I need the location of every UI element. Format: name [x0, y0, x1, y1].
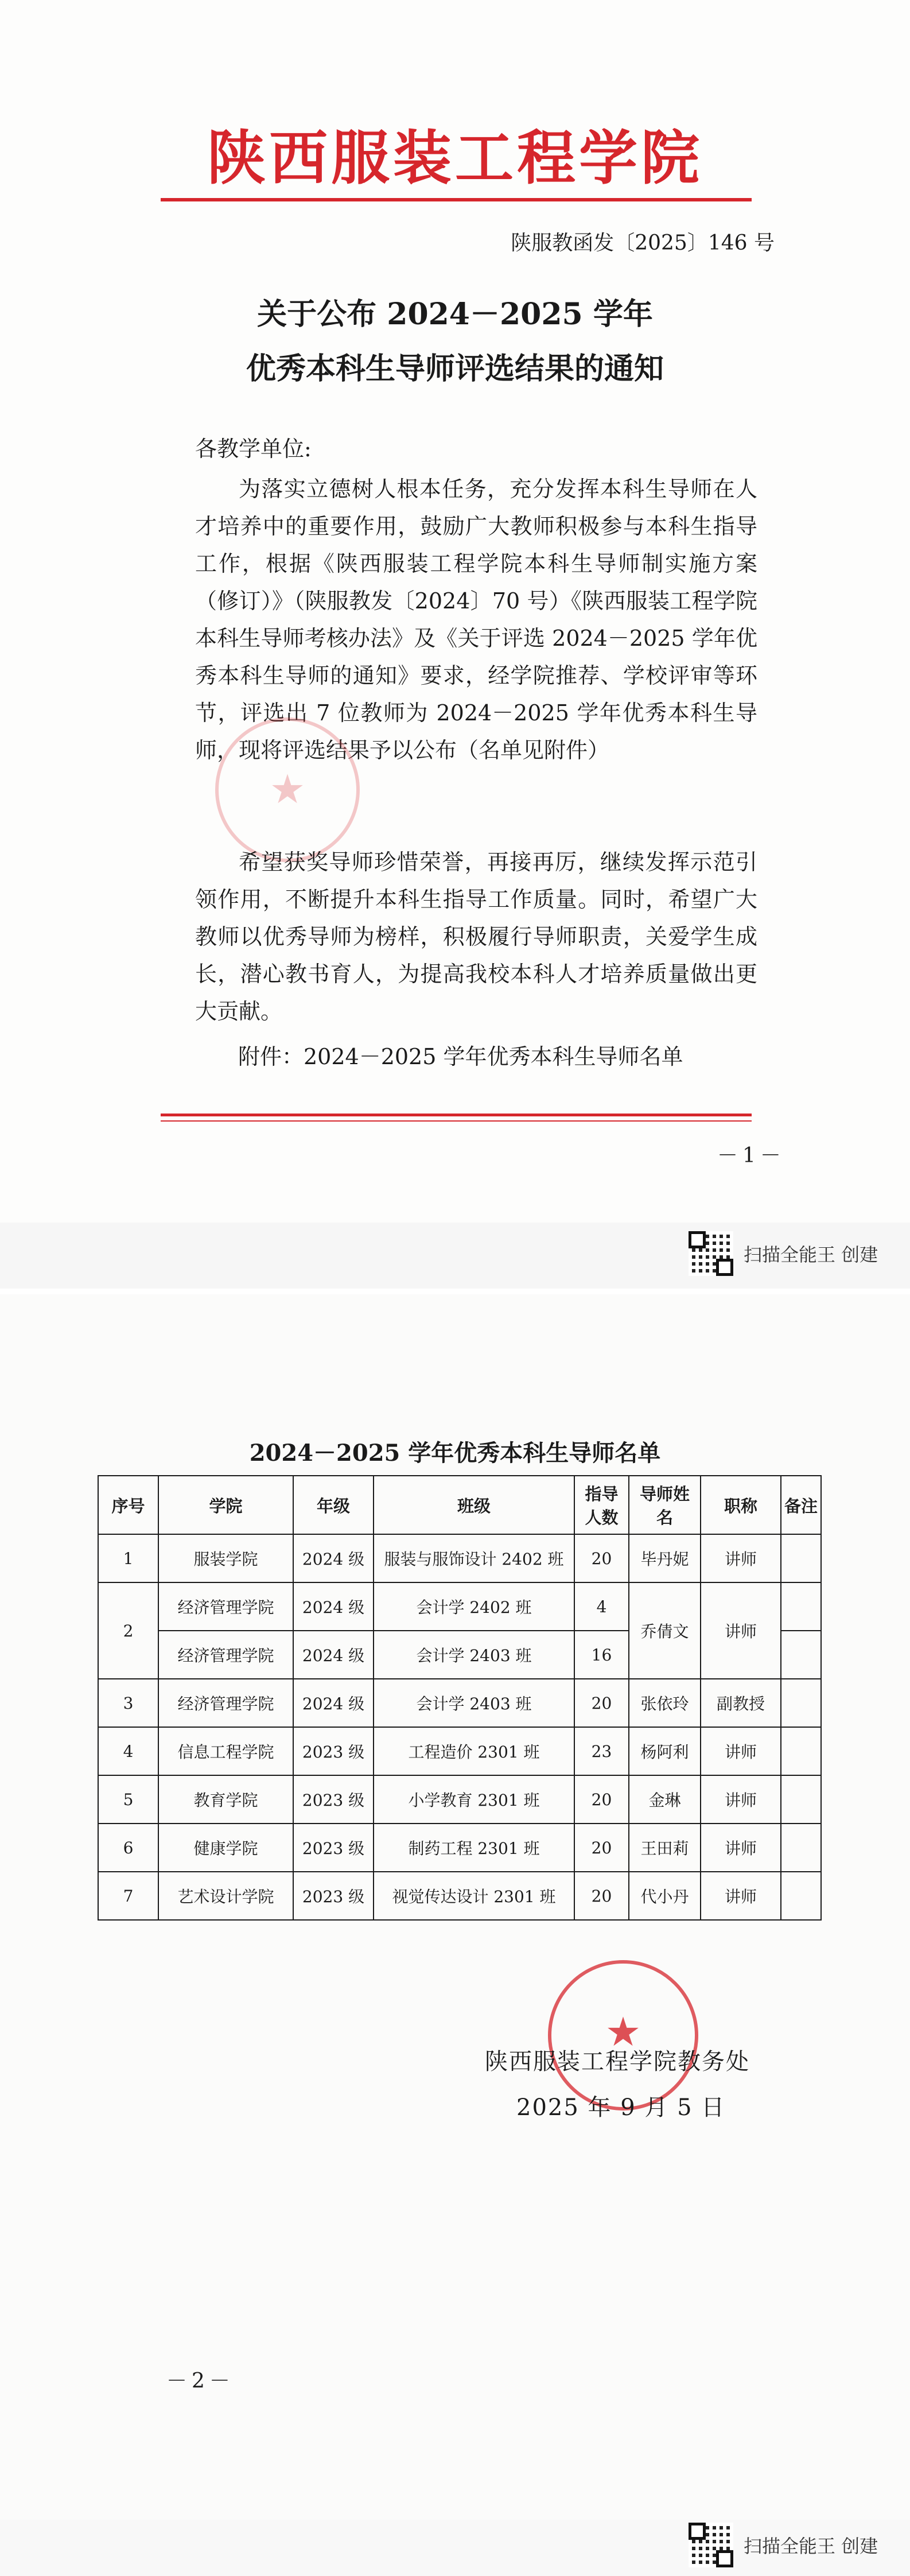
cell-no: 4 — [98, 1727, 158, 1775]
cell-no: 3 — [98, 1679, 158, 1727]
cell-title: 讲师 — [701, 1872, 781, 1920]
scanner-text: 扫描全能王 创建 — [744, 2535, 878, 2557]
cell-no: 1 — [98, 1534, 158, 1582]
col-header-class: 班级 — [374, 1476, 574, 1534]
cell-note — [781, 1824, 821, 1872]
cell-note — [781, 1775, 821, 1824]
cell-class: 会计学 2403 班 — [374, 1679, 574, 1727]
cell-grade: 2024 级 — [293, 1631, 374, 1679]
table-row — [98, 1679, 821, 1727]
scanner-text: 扫描全能王 创建 — [744, 1244, 878, 1266]
cell-note — [781, 1631, 821, 1679]
cell-no: 6 — [98, 1824, 158, 1872]
cell-college: 教育学院 — [158, 1775, 293, 1824]
scanner-watermark-1 — [689, 1231, 878, 1276]
table-header-row — [98, 1476, 821, 1534]
cell-count: 23 — [574, 1727, 629, 1775]
page-number-2: －2－ — [166, 2369, 235, 2393]
cell-title: 讲师 — [701, 1775, 781, 1824]
table-row — [98, 1824, 821, 1872]
cell-note — [781, 1872, 821, 1920]
cell-count: 4 — [574, 1582, 629, 1631]
document-page-1 — [0, 0, 910, 1223]
col-header-college: 学院 — [158, 1476, 293, 1534]
cell-title: 讲师 — [701, 1824, 781, 1872]
col-header-no: 序号 — [98, 1476, 158, 1534]
cell-count: 20 — [574, 1679, 629, 1727]
cell-grade: 2023 级 — [293, 1824, 374, 1872]
cell-college: 经济管理学院 — [158, 1631, 293, 1679]
col-header-note: 备注 — [781, 1476, 821, 1534]
footer-red-rule — [161, 1114, 752, 1116]
cell-note — [781, 1727, 821, 1775]
cell-title: 讲师 — [701, 1582, 781, 1679]
cell-class: 服装与服饰设计 2402 班 — [374, 1534, 574, 1582]
cell-college: 艺术设计学院 — [158, 1872, 293, 1920]
table-row — [98, 1727, 821, 1775]
cell-mentor: 代小丹 — [629, 1872, 701, 1920]
page-number-1: －1－ — [717, 1144, 785, 1167]
cell-college: 健康学院 — [158, 1824, 293, 1872]
cell-grade: 2024 级 — [293, 1679, 374, 1727]
cell-college: 信息工程学院 — [158, 1727, 293, 1775]
letterhead-title: 陕西服装工程学院 — [207, 124, 703, 193]
cell-college: 经济管理学院 — [158, 1582, 293, 1631]
salutation: 各教学单位: — [195, 436, 312, 461]
attachment-line: 附件：2024－2025 学年优秀本科生导师名单 — [238, 1044, 683, 1069]
cell-note — [781, 1534, 821, 1582]
cell-count: 20 — [574, 1872, 629, 1920]
cell-no: 5 — [98, 1775, 158, 1824]
document-number: 陕服教函发〔2025〕146 号 — [511, 231, 775, 255]
notice-title-line-2: 优秀本科生导师评选结果的通知 — [246, 351, 664, 386]
notice-title-line-1: 关于公布 2024－2025 学年 — [257, 297, 653, 332]
table-row — [98, 1534, 821, 1582]
cell-grade: 2023 级 — [293, 1775, 374, 1824]
cell-mentor: 金琳 — [629, 1775, 701, 1824]
body-paragraph-2: 希望获奖导师珍惜荣誉，再接再厉，继续发挥示范引领作用，不断提升本科生指导工作质量。同时，希望广大教师以优秀导师为榜样，积极履行导师职责，关爱学生成长，潜心教书育人，为提高我校本科人才培养质量做出更大贡献。 — [195, 849, 757, 1024]
cell-note — [781, 1679, 821, 1727]
cell-count: 20 — [574, 1824, 629, 1872]
table-title: 2024－2025 学年优秀本科生导师名单 — [249, 1440, 661, 1467]
cell-class: 会计学 2402 班 — [374, 1582, 574, 1631]
cell-count: 16 — [574, 1631, 629, 1679]
cell-title: 副教授 — [701, 1679, 781, 1727]
signature-unit: 陕西服装工程学院教务处 — [485, 2049, 750, 2075]
table-row — [98, 1582, 821, 1631]
cell-class: 小学教育 2301 班 — [374, 1775, 574, 1824]
cell-count: 20 — [574, 1775, 629, 1824]
cell-college: 服装学院 — [158, 1534, 293, 1582]
cell-college: 经济管理学院 — [158, 1679, 293, 1727]
cell-class: 视觉传达设计 2301 班 — [374, 1872, 574, 1920]
footer-red-rule-thin — [161, 1120, 752, 1122]
cell-mentor: 王田莉 — [629, 1824, 701, 1872]
mentor-table — [98, 1475, 822, 1921]
col-header-mentor: 导师姓名 — [629, 1476, 701, 1534]
cell-grade: 2024 级 — [293, 1534, 374, 1582]
cell-grade: 2024 级 — [293, 1582, 374, 1631]
cell-note — [781, 1582, 821, 1631]
body-paragraph-1: 为落实立德树人根本任务，充分发挥本科生导师在人才培养中的重要作用，鼓励广大教师积极参与本科生指导工作，根据《陕西服装工程学院本科生导师制实施方案（修订）》（陕服教发〔2024〕70 号）《陕西服装工程学院本科生导师考核办法》及《关于评选 2024－2025 学年优秀本科生导师的通知》要求，经学院推荐、学校评审等环节，评选出 7 位教师为 2024－2025 学年优秀本科生导师，现将评选结果予以公布（名单见附件） — [195, 476, 757, 763]
cell-mentor: 张依玲 — [629, 1679, 701, 1727]
cell-class: 制药工程 2301 班 — [374, 1824, 574, 1872]
col-header-grade: 年级 — [293, 1476, 374, 1534]
cell-class: 工程造价 2301 班 — [374, 1727, 574, 1775]
cell-mentor: 乔倩文 — [629, 1582, 701, 1679]
scanner-watermark-2 — [689, 2523, 878, 2567]
table-row — [98, 1872, 821, 1920]
cell-class: 会计学 2403 班 — [374, 1631, 574, 1679]
faded-seal-stamp: ★ — [215, 717, 360, 862]
signature-date: 2025 年 9 月 5 日 — [516, 2094, 726, 2121]
cell-title: 讲师 — [701, 1727, 781, 1775]
col-header-title: 职称 — [701, 1476, 781, 1534]
cell-no: 7 — [98, 1872, 158, 1920]
cell-mentor: 杨阿利 — [629, 1727, 701, 1775]
cell-grade: 2023 级 — [293, 1727, 374, 1775]
qr-code-icon — [689, 1231, 733, 1276]
cell-title: 讲师 — [701, 1534, 781, 1582]
qr-code-icon — [689, 2523, 733, 2567]
cell-mentor: 毕丹妮 — [629, 1534, 701, 1582]
cell-count: 20 — [574, 1534, 629, 1582]
col-header-count: 指导人数 — [574, 1476, 629, 1534]
letterhead-red-rule — [161, 198, 752, 201]
cell-grade: 2023 级 — [293, 1872, 374, 1920]
official-seal-stamp: ★ — [548, 1960, 698, 2111]
table-row — [98, 1775, 821, 1824]
cell-no: 2 — [98, 1582, 158, 1679]
